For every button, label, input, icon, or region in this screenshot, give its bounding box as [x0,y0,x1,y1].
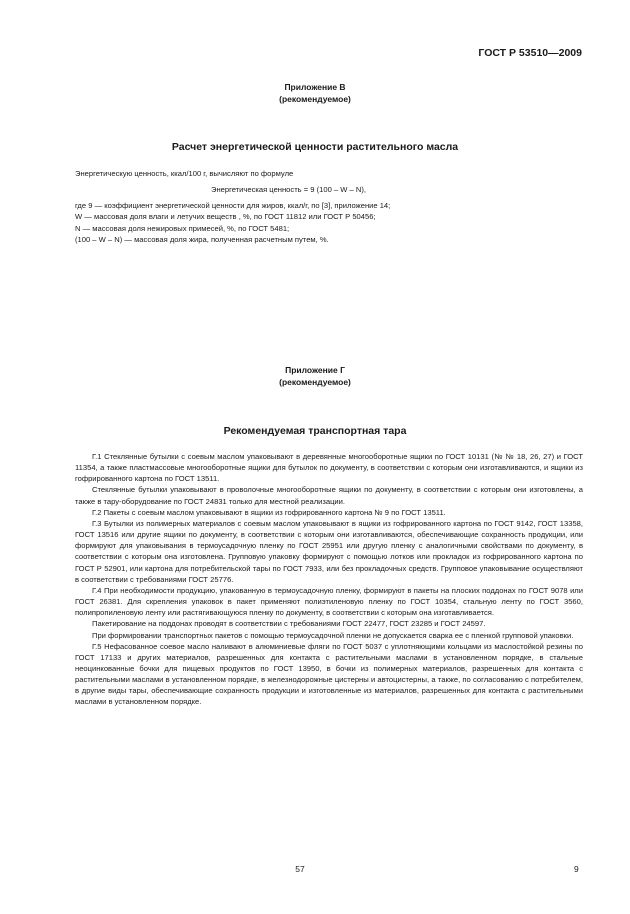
paragraph-g3: Г.3 Бутылки из полимерных материалов с соевым маслом упаковывают в ящики из гофрированного картона по ГОСТ 9142, ГОСТ 13358, ГОСТ 13516 или другие ящики по документу, в соответствии с которым они изготавливаются, обеспечивающие сохранность продукции, или формируют для упаковывания в термоусадочную пленку по ГОСТ 25951 или другую пленку с аналогичными свойствами по документу, в соответствии с которым она изготовлена. Групповую упаковку формируют с помощью лотков или прокладок из гофрированного картона по ГОСТ Р 52901, или картона для потребительской тары по ГОСТ 7933, или без прокладочных средств. Групповое упаковывание осуществляют в соответствии с требованиями ГОСТ 25776. [75,518,583,584]
standard-number: ГОСТ Р 53510—2009 [478,47,582,59]
paragraph-g1: Г.1 Стеклянные бутылки с соевым маслом упаковывают в деревянные многооборотные ящики по ГОСТ 10131 (№ № 18, 26, 27) и ГОСТ 11354, а также пластмассовые многооборотные ящики для бутылок по документу, в соответствии с которым они изготавливаются, и ящики из гофрированного картона по ГОСТ 13511. [75,452,583,484]
energy-formula: Энергетическая ценность = 9 (100 – W – N), [211,185,366,195]
formula-intro: Энергетическую ценность, ккал/100 г, вычисляют по формуле [75,169,294,178]
paragraph-g4-pallets: Пакетирование на поддонах проводят в соответствии с требованиями ГОСТ 22477, ГОСТ 23285 и ГОСТ 24597. [92,619,486,629]
annex-g-heading [0,364,630,388]
annex-v-heading [0,81,630,105]
annex-g-label: Приложение Г [285,365,345,375]
annex-g-body [75,451,583,708]
annex-v-status: (рекомендуемое) [279,94,351,104]
paragraph-g5: Г.5 Нефасованное соевое масло наливают в алюминиевые фляги по ГОСТ 5037 с уплотняющими кольцами из маслостойкой резины по ГОСТ 17133 и других материалов, разрешенных для контакта с растительными маслами в установленном порядке, в стальные неоцинкованные бочки для пищевых продуктов по ГОСТ 13950, в бочки из полимерных материалов, разрешенных для контакта с растительными маслами в установленном порядке, в железнодорожные цистерны и автоцистерны, а также, по согласованию с потребителем, в другие виды тары, обеспечивающие сохранность продукции и изготовленные из материалов, разрешенных для контакта с растительными маслами в установленном порядке. [75,641,583,707]
paragraph-g1-wire: Стеклянные бутылки упаковывают в проволочные многооборотные ящики по документу, в соответствии с которым они изготовлены, а также в тару-оборудование по ГОСТ 24831 только для местной реализации. [75,485,583,506]
paragraph-g4-welding: При формировании транспортных пакетов с помощью термоусадочной пленки не допускается сварка ее с пленкой групповой упаковки. [92,630,574,640]
annex-g-status: (рекомендуемое) [279,377,351,387]
where-line: (100 – W – N) — массовая доля жира, полученная расчетным путем, %. [75,234,329,244]
annex-v-label: Приложение В [284,82,346,92]
page-number-center: 57 [295,864,305,874]
annex-g-title: Рекомендуемая транспортная тара [223,425,407,437]
page-number-right: 9 [574,864,579,874]
where-line: N — массовая доля нежировых примесей, %, по ГОСТ 5481; [75,223,290,233]
paragraph-g4: Г.4 При необходимости продукцию, упакованную в термоусадочную пленку, формируют в пакеты на плоских поддонах по ГОСТ 9078 или ГОСТ 26381. Для скрепления упаковок в пакет применяют полиэтиленовую пленку по ГОСТ 10354, стальную ленту по ГОСТ 3560, полипропиленовую ленту или растягивающуюся пленку по документу, в соответствии с которым она изготавливается. [75,585,583,618]
where-line: W — массовая доля влаги и летучих веществ , %, по ГОСТ 11812 или ГОСТ Р 50456; [75,212,376,222]
annex-v-title: Расчет энергетической ценности растительного масла [171,141,459,153]
where-line: где 9 — коэффициент энергетической ценности для жиров, ккал/г, по [3], приложение 14; [75,201,391,211]
paragraph-g2: Г.2 Пакеты с соевым маслом упаковывают в ящики из гофрированного картона № 9 по ГОСТ 13511. [92,507,446,517]
annex-v-body [75,168,583,245]
